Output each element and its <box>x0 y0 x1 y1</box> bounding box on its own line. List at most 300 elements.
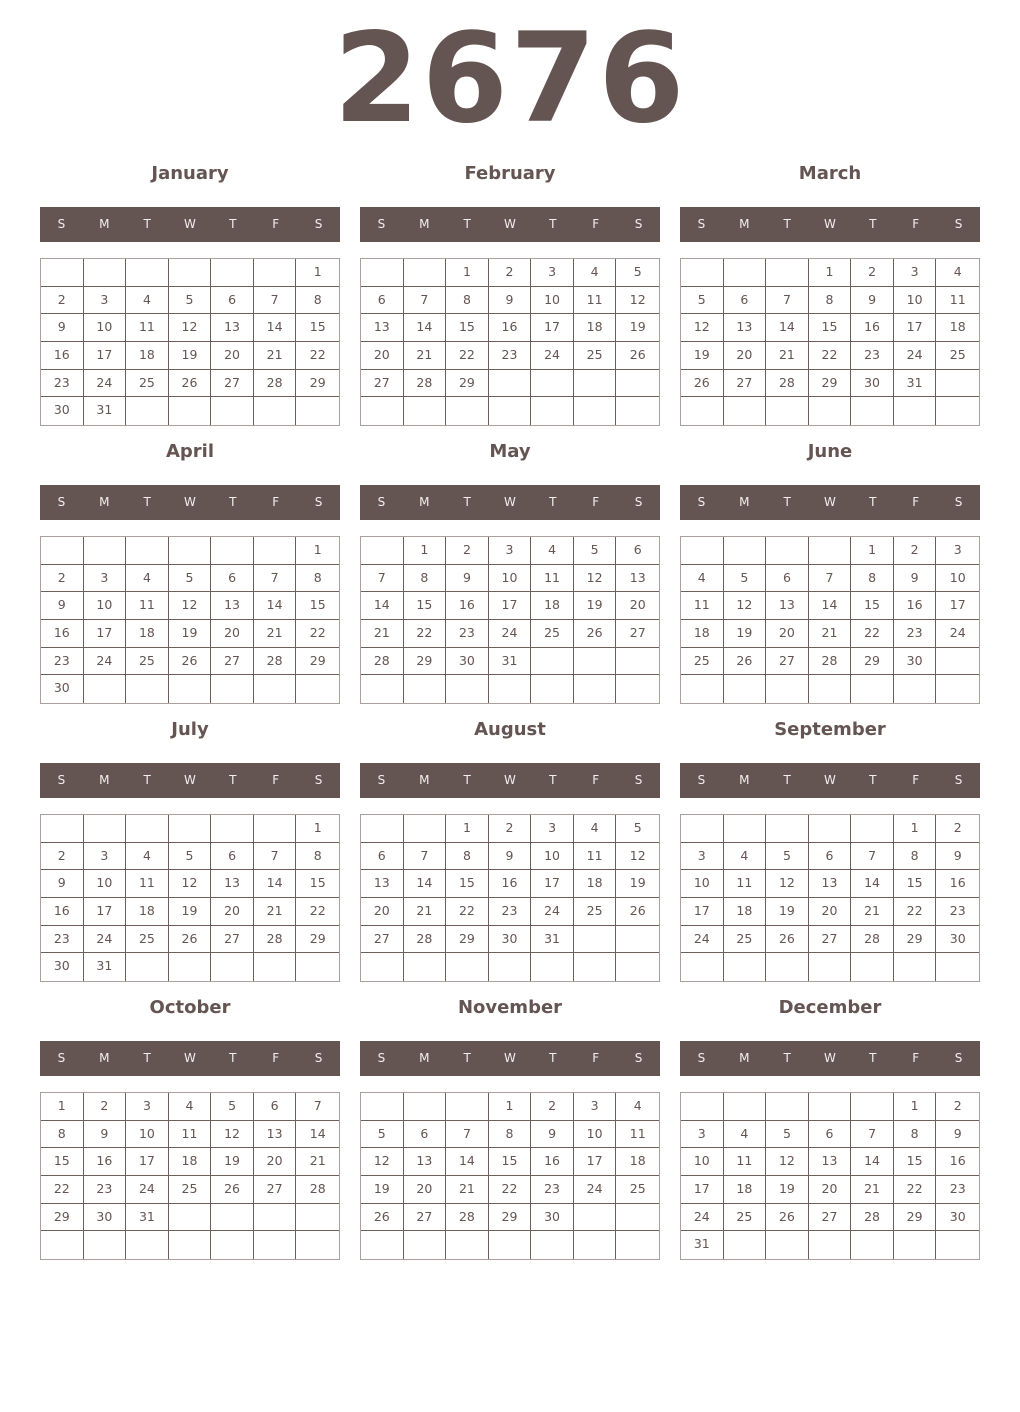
day-cell[interactable]: 21 <box>809 620 852 648</box>
day-cell[interactable]: 2 <box>851 259 894 287</box>
day-cell[interactable]: 18 <box>724 898 767 926</box>
day-cell[interactable]: 11 <box>681 592 724 620</box>
day-cell[interactable]: 18 <box>616 1148 659 1176</box>
day-cell[interactable]: 22 <box>809 342 852 370</box>
day-cell[interactable]: 30 <box>84 1204 127 1232</box>
day-cell[interactable]: 20 <box>211 342 254 370</box>
day-cell[interactable]: 27 <box>361 926 404 954</box>
day-cell[interactable]: 3 <box>531 815 574 843</box>
day-cell[interactable]: 24 <box>84 370 127 398</box>
day-cell[interactable]: 9 <box>531 1121 574 1149</box>
day-cell[interactable]: 4 <box>616 1093 659 1121</box>
day-cell[interactable]: 12 <box>574 565 617 593</box>
day-cell[interactable]: 14 <box>404 870 447 898</box>
day-cell[interactable]: 31 <box>681 1231 724 1259</box>
day-cell[interactable]: 7 <box>404 843 447 871</box>
day-cell[interactable]: 4 <box>574 259 617 287</box>
day-cell[interactable]: 19 <box>766 898 809 926</box>
day-cell[interactable]: 19 <box>616 870 659 898</box>
day-cell[interactable]: 24 <box>84 648 127 676</box>
day-cell[interactable]: 25 <box>126 926 169 954</box>
day-cell[interactable]: 1 <box>296 815 339 843</box>
day-cell[interactable]: 15 <box>296 314 339 342</box>
day-cell[interactable]: 14 <box>851 1148 894 1176</box>
day-cell[interactable]: 30 <box>851 370 894 398</box>
day-cell[interactable]: 22 <box>446 898 489 926</box>
day-cell[interactable]: 2 <box>41 565 84 593</box>
day-cell[interactable]: 12 <box>361 1148 404 1176</box>
day-cell[interactable]: 26 <box>361 1204 404 1232</box>
day-cell[interactable]: 22 <box>296 342 339 370</box>
day-cell[interactable]: 29 <box>296 648 339 676</box>
day-cell[interactable]: 2 <box>531 1093 574 1121</box>
day-cell[interactable]: 28 <box>809 648 852 676</box>
day-cell[interactable]: 27 <box>361 370 404 398</box>
day-cell[interactable]: 12 <box>766 870 809 898</box>
day-cell[interactable]: 21 <box>254 620 297 648</box>
day-cell[interactable]: 16 <box>41 342 84 370</box>
day-cell[interactable]: 1 <box>296 259 339 287</box>
day-cell[interactable]: 15 <box>851 592 894 620</box>
day-cell[interactable]: 1 <box>446 815 489 843</box>
day-cell[interactable]: 17 <box>574 1148 617 1176</box>
day-cell[interactable]: 18 <box>531 592 574 620</box>
day-cell[interactable]: 2 <box>41 843 84 871</box>
day-cell[interactable]: 4 <box>936 259 979 287</box>
day-cell[interactable]: 16 <box>41 898 84 926</box>
day-cell[interactable]: 20 <box>724 342 767 370</box>
day-cell[interactable]: 7 <box>766 287 809 315</box>
day-cell[interactable]: 18 <box>574 314 617 342</box>
day-cell[interactable]: 17 <box>681 1176 724 1204</box>
day-cell[interactable]: 14 <box>766 314 809 342</box>
day-cell[interactable]: 2 <box>489 815 532 843</box>
day-cell[interactable]: 6 <box>809 843 852 871</box>
day-cell[interactable]: 9 <box>936 1121 979 1149</box>
day-cell[interactable]: 30 <box>446 648 489 676</box>
day-cell[interactable]: 10 <box>84 870 127 898</box>
day-cell[interactable]: 31 <box>894 370 937 398</box>
day-cell[interactable]: 11 <box>724 870 767 898</box>
day-cell[interactable]: 27 <box>404 1204 447 1232</box>
day-cell[interactable]: 26 <box>766 926 809 954</box>
day-cell[interactable]: 21 <box>296 1148 339 1176</box>
day-cell[interactable]: 20 <box>616 592 659 620</box>
day-cell[interactable]: 12 <box>169 314 212 342</box>
day-cell[interactable]: 1 <box>404 537 447 565</box>
day-cell[interactable]: 20 <box>809 1176 852 1204</box>
day-cell[interactable]: 19 <box>766 1176 809 1204</box>
day-cell[interactable]: 12 <box>616 843 659 871</box>
day-cell[interactable]: 22 <box>404 620 447 648</box>
day-cell[interactable]: 28 <box>851 926 894 954</box>
day-cell[interactable]: 5 <box>574 537 617 565</box>
day-cell[interactable]: 21 <box>851 1176 894 1204</box>
day-cell[interactable]: 26 <box>211 1176 254 1204</box>
day-cell[interactable]: 1 <box>489 1093 532 1121</box>
day-cell[interactable]: 4 <box>126 843 169 871</box>
day-cell[interactable]: 19 <box>169 620 212 648</box>
day-cell[interactable]: 31 <box>531 926 574 954</box>
day-cell[interactable]: 5 <box>616 815 659 843</box>
day-cell[interactable]: 17 <box>84 620 127 648</box>
day-cell[interactable]: 8 <box>404 565 447 593</box>
day-cell[interactable]: 12 <box>616 287 659 315</box>
day-cell[interactable]: 28 <box>296 1176 339 1204</box>
day-cell[interactable]: 6 <box>211 565 254 593</box>
day-cell[interactable]: 5 <box>211 1093 254 1121</box>
day-cell[interactable]: 19 <box>169 898 212 926</box>
day-cell[interactable]: 8 <box>489 1121 532 1149</box>
day-cell[interactable]: 16 <box>41 620 84 648</box>
day-cell[interactable]: 11 <box>936 287 979 315</box>
day-cell[interactable]: 6 <box>809 1121 852 1149</box>
day-cell[interactable]: 6 <box>766 565 809 593</box>
day-cell[interactable]: 17 <box>531 870 574 898</box>
day-cell[interactable]: 13 <box>724 314 767 342</box>
day-cell[interactable]: 31 <box>489 648 532 676</box>
day-cell[interactable]: 14 <box>296 1121 339 1149</box>
day-cell[interactable]: 1 <box>296 537 339 565</box>
day-cell[interactable]: 27 <box>616 620 659 648</box>
day-cell[interactable]: 26 <box>766 1204 809 1232</box>
day-cell[interactable]: 8 <box>894 1121 937 1149</box>
day-cell[interactable]: 15 <box>894 1148 937 1176</box>
day-cell[interactable]: 12 <box>766 1148 809 1176</box>
day-cell[interactable]: 11 <box>574 287 617 315</box>
day-cell[interactable]: 9 <box>894 565 937 593</box>
day-cell[interactable]: 27 <box>211 926 254 954</box>
day-cell[interactable]: 20 <box>809 898 852 926</box>
day-cell[interactable]: 25 <box>936 342 979 370</box>
day-cell[interactable]: 7 <box>361 565 404 593</box>
day-cell[interactable]: 24 <box>894 342 937 370</box>
day-cell[interactable]: 5 <box>724 565 767 593</box>
day-cell[interactable]: 8 <box>41 1121 84 1149</box>
day-cell[interactable]: 27 <box>809 1204 852 1232</box>
day-cell[interactable]: 25 <box>126 648 169 676</box>
day-cell[interactable]: 21 <box>404 342 447 370</box>
day-cell[interactable]: 7 <box>254 565 297 593</box>
day-cell[interactable]: 28 <box>404 926 447 954</box>
day-cell[interactable]: 17 <box>894 314 937 342</box>
day-cell[interactable]: 9 <box>446 565 489 593</box>
day-cell[interactable]: 30 <box>936 926 979 954</box>
day-cell[interactable]: 18 <box>681 620 724 648</box>
day-cell[interactable]: 7 <box>254 287 297 315</box>
day-cell[interactable]: 5 <box>616 259 659 287</box>
day-cell[interactable]: 7 <box>446 1121 489 1149</box>
day-cell[interactable]: 30 <box>531 1204 574 1232</box>
day-cell[interactable]: 9 <box>41 314 84 342</box>
day-cell[interactable]: 27 <box>211 648 254 676</box>
day-cell[interactable]: 10 <box>531 287 574 315</box>
day-cell[interactable]: 24 <box>489 620 532 648</box>
day-cell[interactable]: 2 <box>41 287 84 315</box>
day-cell[interactable]: 20 <box>211 898 254 926</box>
day-cell[interactable]: 12 <box>169 592 212 620</box>
day-cell[interactable]: 24 <box>574 1176 617 1204</box>
day-cell[interactable]: 14 <box>254 314 297 342</box>
day-cell[interactable]: 14 <box>446 1148 489 1176</box>
day-cell[interactable]: 16 <box>489 314 532 342</box>
day-cell[interactable]: 11 <box>724 1148 767 1176</box>
day-cell[interactable]: 30 <box>41 397 84 425</box>
day-cell[interactable]: 18 <box>724 1176 767 1204</box>
day-cell[interactable]: 3 <box>574 1093 617 1121</box>
day-cell[interactable]: 25 <box>531 620 574 648</box>
day-cell[interactable]: 24 <box>936 620 979 648</box>
day-cell[interactable]: 17 <box>84 898 127 926</box>
day-cell[interactable]: 2 <box>936 815 979 843</box>
day-cell[interactable]: 17 <box>84 342 127 370</box>
day-cell[interactable]: 28 <box>254 370 297 398</box>
day-cell[interactable]: 11 <box>169 1121 212 1149</box>
day-cell[interactable]: 12 <box>211 1121 254 1149</box>
day-cell[interactable]: 26 <box>616 898 659 926</box>
day-cell[interactable]: 26 <box>169 926 212 954</box>
day-cell[interactable]: 10 <box>84 592 127 620</box>
day-cell[interactable]: 16 <box>446 592 489 620</box>
day-cell[interactable]: 4 <box>574 815 617 843</box>
day-cell[interactable]: 11 <box>531 565 574 593</box>
day-cell[interactable]: 23 <box>851 342 894 370</box>
day-cell[interactable]: 10 <box>489 565 532 593</box>
day-cell[interactable]: 27 <box>766 648 809 676</box>
day-cell[interactable]: 22 <box>446 342 489 370</box>
day-cell[interactable]: 16 <box>936 1148 979 1176</box>
day-cell[interactable]: 18 <box>169 1148 212 1176</box>
day-cell[interactable]: 14 <box>809 592 852 620</box>
day-cell[interactable]: 30 <box>489 926 532 954</box>
day-cell[interactable]: 23 <box>894 620 937 648</box>
day-cell[interactable]: 24 <box>126 1176 169 1204</box>
day-cell[interactable]: 29 <box>404 648 447 676</box>
day-cell[interactable]: 18 <box>936 314 979 342</box>
day-cell[interactable]: 10 <box>574 1121 617 1149</box>
day-cell[interactable]: 21 <box>446 1176 489 1204</box>
day-cell[interactable]: 19 <box>361 1176 404 1204</box>
day-cell[interactable]: 11 <box>616 1121 659 1149</box>
day-cell[interactable]: 22 <box>851 620 894 648</box>
day-cell[interactable]: 29 <box>851 648 894 676</box>
day-cell[interactable]: 29 <box>894 926 937 954</box>
day-cell[interactable]: 30 <box>936 1204 979 1232</box>
day-cell[interactable]: 10 <box>936 565 979 593</box>
day-cell[interactable]: 25 <box>169 1176 212 1204</box>
day-cell[interactable]: 10 <box>126 1121 169 1149</box>
day-cell[interactable]: 2 <box>936 1093 979 1121</box>
day-cell[interactable]: 21 <box>254 898 297 926</box>
day-cell[interactable]: 16 <box>531 1148 574 1176</box>
day-cell[interactable]: 23 <box>936 1176 979 1204</box>
day-cell[interactable]: 1 <box>851 537 894 565</box>
day-cell[interactable]: 28 <box>254 926 297 954</box>
day-cell[interactable]: 1 <box>41 1093 84 1121</box>
day-cell[interactable]: 13 <box>211 314 254 342</box>
day-cell[interactable]: 9 <box>936 843 979 871</box>
day-cell[interactable]: 1 <box>894 815 937 843</box>
day-cell[interactable]: 25 <box>574 342 617 370</box>
day-cell[interactable]: 16 <box>936 870 979 898</box>
day-cell[interactable]: 27 <box>724 370 767 398</box>
day-cell[interactable]: 3 <box>531 259 574 287</box>
day-cell[interactable]: 21 <box>766 342 809 370</box>
day-cell[interactable]: 18 <box>126 898 169 926</box>
day-cell[interactable]: 23 <box>41 370 84 398</box>
day-cell[interactable]: 24 <box>531 898 574 926</box>
day-cell[interactable]: 20 <box>254 1148 297 1176</box>
day-cell[interactable]: 29 <box>296 370 339 398</box>
day-cell[interactable]: 12 <box>724 592 767 620</box>
day-cell[interactable]: 2 <box>894 537 937 565</box>
day-cell[interactable]: 16 <box>489 870 532 898</box>
day-cell[interactable]: 16 <box>84 1148 127 1176</box>
day-cell[interactable]: 10 <box>531 843 574 871</box>
day-cell[interactable]: 10 <box>84 314 127 342</box>
day-cell[interactable]: 23 <box>41 926 84 954</box>
day-cell[interactable]: 18 <box>126 342 169 370</box>
day-cell[interactable]: 13 <box>211 870 254 898</box>
day-cell[interactable]: 5 <box>169 287 212 315</box>
day-cell[interactable]: 6 <box>724 287 767 315</box>
day-cell[interactable]: 13 <box>809 870 852 898</box>
day-cell[interactable]: 13 <box>766 592 809 620</box>
day-cell[interactable]: 11 <box>574 843 617 871</box>
day-cell[interactable]: 12 <box>681 314 724 342</box>
day-cell[interactable]: 25 <box>616 1176 659 1204</box>
day-cell[interactable]: 6 <box>404 1121 447 1149</box>
day-cell[interactable]: 24 <box>681 1204 724 1232</box>
day-cell[interactable]: 3 <box>84 843 127 871</box>
day-cell[interactable]: 10 <box>681 870 724 898</box>
day-cell[interactable]: 23 <box>489 342 532 370</box>
day-cell[interactable]: 26 <box>616 342 659 370</box>
day-cell[interactable]: 26 <box>574 620 617 648</box>
day-cell[interactable]: 9 <box>84 1121 127 1149</box>
day-cell[interactable]: 20 <box>361 342 404 370</box>
day-cell[interactable]: 17 <box>681 898 724 926</box>
day-cell[interactable]: 1 <box>809 259 852 287</box>
day-cell[interactable]: 25 <box>724 926 767 954</box>
day-cell[interactable]: 6 <box>361 287 404 315</box>
day-cell[interactable]: 22 <box>41 1176 84 1204</box>
day-cell[interactable]: 19 <box>681 342 724 370</box>
day-cell[interactable]: 15 <box>446 870 489 898</box>
day-cell[interactable]: 5 <box>681 287 724 315</box>
day-cell[interactable]: 3 <box>681 1121 724 1149</box>
day-cell[interactable]: 27 <box>211 370 254 398</box>
day-cell[interactable]: 18 <box>126 620 169 648</box>
day-cell[interactable]: 9 <box>489 843 532 871</box>
day-cell[interactable]: 23 <box>446 620 489 648</box>
day-cell[interactable]: 3 <box>126 1093 169 1121</box>
day-cell[interactable]: 8 <box>446 287 489 315</box>
day-cell[interactable]: 14 <box>254 870 297 898</box>
day-cell[interactable]: 1 <box>446 259 489 287</box>
day-cell[interactable]: 5 <box>766 843 809 871</box>
day-cell[interactable]: 29 <box>41 1204 84 1232</box>
day-cell[interactable]: 22 <box>296 898 339 926</box>
day-cell[interactable]: 7 <box>404 287 447 315</box>
day-cell[interactable]: 6 <box>616 537 659 565</box>
day-cell[interactable]: 5 <box>169 843 212 871</box>
day-cell[interactable]: 10 <box>894 287 937 315</box>
day-cell[interactable]: 8 <box>296 565 339 593</box>
day-cell[interactable]: 4 <box>531 537 574 565</box>
day-cell[interactable]: 7 <box>254 843 297 871</box>
day-cell[interactable]: 20 <box>211 620 254 648</box>
day-cell[interactable]: 17 <box>531 314 574 342</box>
day-cell[interactable]: 3 <box>894 259 937 287</box>
day-cell[interactable]: 30 <box>41 675 84 703</box>
day-cell[interactable]: 19 <box>169 342 212 370</box>
day-cell[interactable]: 30 <box>41 953 84 981</box>
day-cell[interactable]: 19 <box>574 592 617 620</box>
day-cell[interactable]: 15 <box>809 314 852 342</box>
day-cell[interactable]: 3 <box>681 843 724 871</box>
day-cell[interactable]: 5 <box>169 565 212 593</box>
day-cell[interactable]: 14 <box>404 314 447 342</box>
day-cell[interactable]: 8 <box>809 287 852 315</box>
day-cell[interactable]: 26 <box>169 648 212 676</box>
day-cell[interactable]: 29 <box>894 1204 937 1232</box>
day-cell[interactable]: 15 <box>894 870 937 898</box>
day-cell[interactable]: 22 <box>894 898 937 926</box>
day-cell[interactable]: 28 <box>446 1204 489 1232</box>
day-cell[interactable]: 21 <box>254 342 297 370</box>
day-cell[interactable]: 16 <box>851 314 894 342</box>
day-cell[interactable]: 23 <box>531 1176 574 1204</box>
day-cell[interactable]: 26 <box>169 370 212 398</box>
day-cell[interactable]: 9 <box>41 870 84 898</box>
day-cell[interactable]: 31 <box>126 1204 169 1232</box>
day-cell[interactable]: 15 <box>404 592 447 620</box>
day-cell[interactable]: 13 <box>211 592 254 620</box>
day-cell[interactable]: 20 <box>404 1176 447 1204</box>
day-cell[interactable]: 9 <box>851 287 894 315</box>
day-cell[interactable]: 17 <box>489 592 532 620</box>
day-cell[interactable]: 31 <box>84 953 127 981</box>
day-cell[interactable]: 16 <box>894 592 937 620</box>
day-cell[interactable]: 13 <box>361 870 404 898</box>
day-cell[interactable]: 29 <box>489 1204 532 1232</box>
day-cell[interactable]: 10 <box>681 1148 724 1176</box>
day-cell[interactable]: 27 <box>254 1176 297 1204</box>
day-cell[interactable]: 28 <box>361 648 404 676</box>
day-cell[interactable]: 3 <box>84 287 127 315</box>
day-cell[interactable]: 29 <box>296 926 339 954</box>
day-cell[interactable]: 6 <box>254 1093 297 1121</box>
day-cell[interactable]: 11 <box>126 870 169 898</box>
day-cell[interactable]: 6 <box>361 843 404 871</box>
day-cell[interactable]: 4 <box>724 1121 767 1149</box>
day-cell[interactable]: 30 <box>894 648 937 676</box>
day-cell[interactable]: 3 <box>936 537 979 565</box>
day-cell[interactable]: 25 <box>681 648 724 676</box>
day-cell[interactable]: 26 <box>681 370 724 398</box>
day-cell[interactable]: 8 <box>851 565 894 593</box>
day-cell[interactable]: 3 <box>489 537 532 565</box>
day-cell[interactable]: 2 <box>446 537 489 565</box>
day-cell[interactable]: 23 <box>936 898 979 926</box>
day-cell[interactable]: 23 <box>489 898 532 926</box>
day-cell[interactable]: 11 <box>126 592 169 620</box>
day-cell[interactable]: 9 <box>489 287 532 315</box>
day-cell[interactable]: 3 <box>84 565 127 593</box>
day-cell[interactable]: 12 <box>169 870 212 898</box>
day-cell[interactable]: 2 <box>84 1093 127 1121</box>
